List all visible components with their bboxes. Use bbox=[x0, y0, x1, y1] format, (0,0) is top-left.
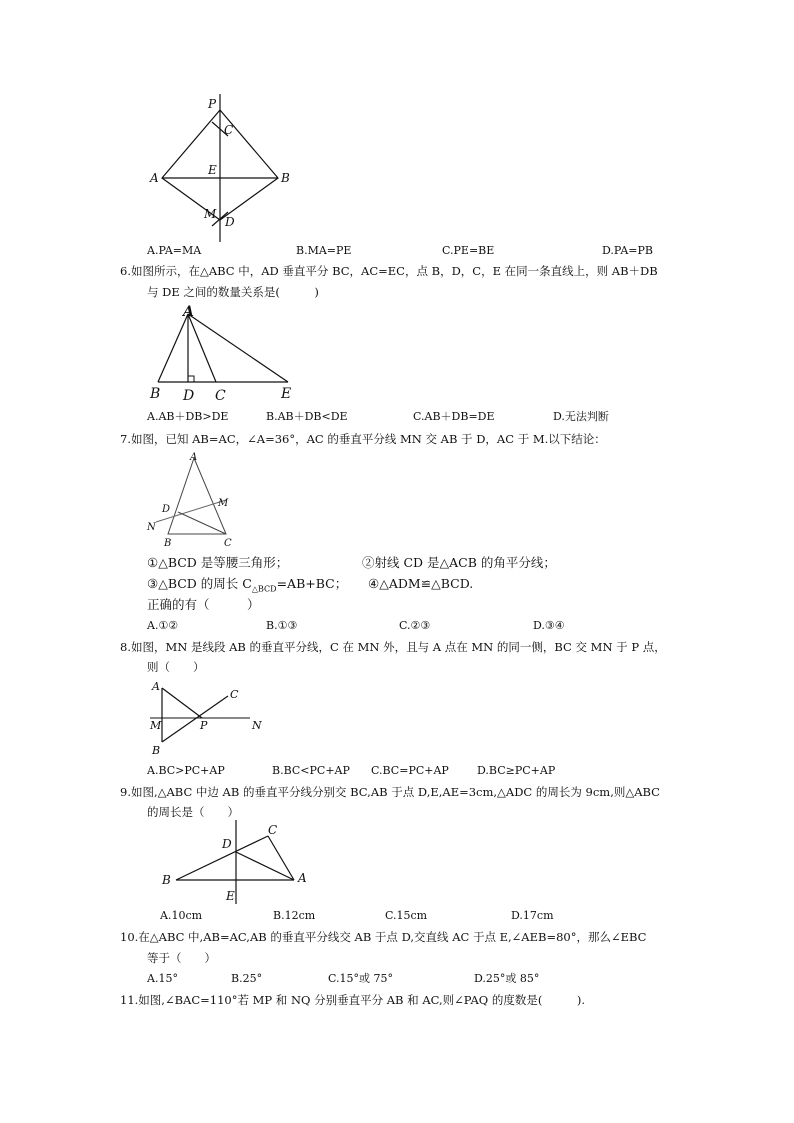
q5-option-d: D.PA=PB bbox=[602, 244, 653, 257]
q9-label-d: D bbox=[222, 837, 232, 851]
q5-option-a: A.PA=MA bbox=[147, 244, 202, 257]
q5-label-c: C bbox=[224, 123, 234, 137]
q6-text-line2: 与 DE 之间的数量关系是( ) bbox=[147, 285, 319, 299]
q6-side-ae bbox=[188, 314, 288, 382]
q7-figure bbox=[142, 450, 242, 550]
q7-label-n: N bbox=[147, 522, 156, 533]
q8-option-b: B.BC<PC+AP bbox=[272, 764, 350, 777]
q10-option-a: A.15° bbox=[147, 972, 178, 985]
q8-label-b: B bbox=[152, 744, 161, 757]
q7-segment-cd bbox=[178, 512, 226, 534]
q5-label-b: B bbox=[281, 171, 290, 185]
q6-figure bbox=[148, 304, 298, 404]
q9-text-line1: 9.如图,△ABC 中边 AB 的垂直平分线分别交 BC,AB 于点 D,E,AE=3cm,△ADC 的周长为 9cm,则△ABC bbox=[120, 785, 660, 799]
q8-option-d: D.BC≥PC+AP bbox=[477, 764, 556, 777]
q7-conclusion-2: ②射线 CD 是△ACB 的角平分线； bbox=[362, 555, 556, 570]
q7-label-d: D bbox=[162, 504, 171, 515]
q5-label-m: M bbox=[204, 207, 217, 221]
q7-triangle-abc bbox=[168, 458, 226, 534]
q7-conclusion-3-suffix: =AB+BC； bbox=[276, 576, 348, 591]
q10-option-d: D.25°或 85° bbox=[474, 972, 540, 985]
q6-option-a: A.AB＋DB>DE bbox=[147, 410, 229, 423]
q7-option-b: B.①③ bbox=[266, 619, 298, 632]
q9-label-e: E bbox=[226, 889, 235, 903]
q6-option-b: B.AB＋DB<DE bbox=[266, 410, 348, 423]
q8-label-m: M bbox=[150, 719, 162, 732]
q6-label-c: C bbox=[215, 388, 226, 404]
q8-option-a: A.BC>PC+AP bbox=[147, 764, 225, 777]
q8-label-p: P bbox=[200, 719, 208, 732]
q9-option-d: D.17cm bbox=[511, 909, 554, 922]
q6-text-line1: 6.如图所示，在△ABC 中，AD 垂直平分 BC，AC=EC，点 B，D，C，E 在同一条直线上，则 AB＋DB bbox=[120, 264, 658, 278]
q7-label-m: M bbox=[218, 498, 229, 509]
q6-side-ab bbox=[158, 314, 188, 382]
q7-text-line1: 7.如图，已知 AB=AC，∠A=36°，AC 的垂直平分线 MN 交 AB 于 D，AC 于 M.以下结论： bbox=[120, 432, 606, 446]
q7-conclusion-3-prefix: ③△BCD 的周长 C bbox=[147, 576, 252, 591]
q7-conclusion-4: ④△ADM≌△BCD. bbox=[368, 576, 474, 591]
q6-label-b: B bbox=[150, 386, 161, 402]
q5-label-e: E bbox=[208, 163, 217, 177]
q5-option-b: B.MA=PE bbox=[296, 244, 352, 257]
q9-label-a: A bbox=[298, 871, 307, 885]
q7-prompt: 正确的有（ ） bbox=[147, 597, 260, 612]
q8-segment-ap bbox=[162, 688, 202, 718]
q5-label-a: A bbox=[150, 171, 159, 185]
q9-option-c: C.15cm bbox=[385, 909, 428, 922]
q9-option-b: B.12cm bbox=[273, 909, 316, 922]
q10-text-line2: 等于（ ） bbox=[147, 951, 216, 965]
q6-right-angle-mark bbox=[188, 376, 194, 382]
q6-option-d: D.无法判断 bbox=[553, 410, 609, 423]
q8-label-n: N bbox=[252, 719, 262, 732]
q7-label-b: B bbox=[164, 538, 172, 549]
q8-figure bbox=[146, 678, 266, 760]
q10-option-c: C.15°或 75° bbox=[328, 972, 394, 985]
q8-label-a: A bbox=[152, 680, 160, 693]
q7-option-d: D.③④ bbox=[533, 619, 565, 632]
q8-segment-bc bbox=[162, 696, 228, 742]
q5-option-c: C.PE=BE bbox=[442, 244, 495, 257]
q5-label-p: P bbox=[208, 97, 217, 111]
q9-figure bbox=[158, 820, 318, 908]
q7-option-a: A.①② bbox=[147, 619, 179, 632]
q7-option-c: C.②③ bbox=[399, 619, 431, 632]
q9-text-line2: 的周长是（ ） bbox=[147, 805, 239, 819]
q6-label-d: D bbox=[183, 388, 195, 404]
q9-label-c: C bbox=[268, 823, 278, 837]
q10-text-line1: 10.在△ABC 中,AB=AC,AB 的垂直平分线交 AB 于点 D,交直线 AC 于点 E,∠AEB=80°，那么∠EBC bbox=[120, 930, 647, 944]
q7-label-a: A bbox=[190, 452, 198, 463]
q9-option-a: A.10cm bbox=[160, 909, 203, 922]
q8-text-line1: 8.如图，MN 是线段 AB 的垂直平分线，C 在 MN 外，且与 A 点在 MN 的同一侧，BC 交 MN 于 P 点， bbox=[120, 640, 666, 654]
q8-option-c: C.BC=PC+AP bbox=[371, 764, 449, 777]
q8-label-c: C bbox=[230, 688, 239, 701]
q8-text-line2: 则（ ） bbox=[147, 660, 205, 674]
q7-conclusion-3-subscript: △BCD bbox=[251, 584, 277, 594]
q6-option-c: C.AB＋DB=DE bbox=[413, 410, 495, 423]
q11-text-line1: 11.如图,∠BAC=110°若 MP 和 NQ 分别垂直平分 AB 和 AC,则∠PAQ 的度数是( ). bbox=[120, 993, 586, 1007]
q6-label-e: E bbox=[281, 386, 292, 402]
q9-label-b: B bbox=[162, 873, 171, 887]
q5-figure bbox=[140, 92, 300, 244]
q7-label-c: C bbox=[224, 538, 232, 549]
q6-label-a: A bbox=[183, 304, 194, 320]
q7-conclusion-3 bbox=[147, 576, 347, 598]
q10-option-b: B.25° bbox=[231, 972, 263, 985]
q5-label-d: D bbox=[225, 215, 235, 229]
q7-conclusion-1: ①△BCD 是等腰三角形； bbox=[147, 555, 289, 570]
